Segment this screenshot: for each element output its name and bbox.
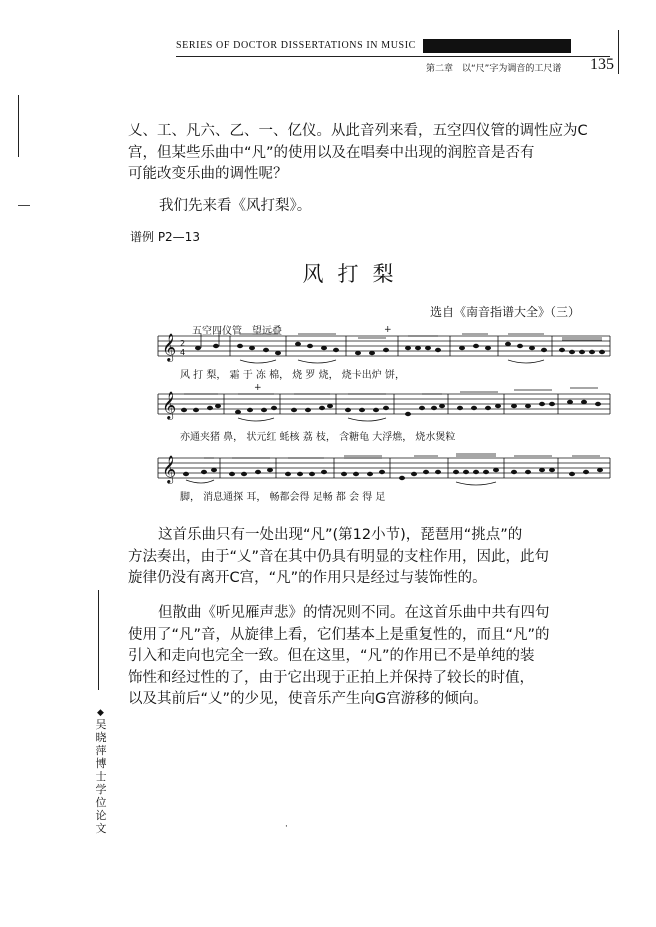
svg-text:𝄞: 𝄞 [162,391,177,419]
text-line: 可能改变乐曲的调性呢？ [128,166,288,182]
scan-mark [18,205,30,206]
scan-dot: · [285,822,288,832]
chapter-heading: 第二章 以“尺”字为调音的工尺谱 [426,64,562,74]
scan-edge-line [98,590,99,690]
paragraph-2 [159,196,639,218]
header-black-bar [423,39,571,53]
paragraph-3 [128,525,608,590]
header-rule [176,56,610,57]
text-line: 使用了“凡”音，从旋律上看，它们基本上是重复性的，而且“凡”的 [128,626,550,643]
scan-edge-line [18,95,19,157]
text-line: 宫，但某些乐曲中“凡”的使用以及在唱奏中出现的润腔音是否有 [128,144,535,161]
svg-text:2: 2 [180,339,186,348]
text-line: 引入和走向也完全一致。但在这里，“凡”的作用已不是单纯的装 [128,648,535,664]
lyrics-line-1: 风 打 梨， 霜 于 冻 棉， 烧 罗 烧， 烧卡出炉 饼， [180,370,405,381]
side-thesis-title: 吴晓萍博士学位论文 [95,718,107,835]
series-title: SERIES OF DOCTOR DISSERTATIONS IN MUSIC [176,40,416,51]
song-title: 风打梨 [302,262,408,286]
text-line: 饰性和经过性的了，由于它出现于正拍上并保持了较长的时值， [128,669,534,686]
diamond-icon: ◆ [97,708,104,718]
svg-text:+: + [384,325,392,335]
page-number: 135 [590,56,614,73]
paragraph-1 [128,121,608,186]
svg-text:𝄞: 𝄞 [162,333,177,361]
text-line: 以及其前后“乂”的少见，使音乐产生向G宫游移的倾向。 [128,691,488,707]
paragraph-4 [128,603,608,711]
svg-text:+: + [254,383,262,393]
song-source: 选自《南音指谱大全》（三） [430,305,581,319]
example-label: 谱例 P2—13 [130,230,200,244]
text-line: 我们先来看《风打梨》。 [159,198,312,214]
lyrics-line-2: 亦通夹猪 鼻， 状元红 蚝核 荔 枝， 含糖龟 大浮燋， 烧水煲粒 [180,432,456,443]
text-line: 但散曲《听见雁声悲》的情况则不同。在这首乐曲中共有四句 [158,605,550,621]
text-line: 旋律仍没有离开C宫，“凡”的作用只是经过与装饰性的。 [128,570,487,586]
lyrics-line-3: 脚， 消息通探 耳， 畅都会得 足畅 都 会 得 足 [180,492,386,503]
mode-label: 五空四仪管 望远叠 [192,326,282,337]
text-line: 方法奏出，由于“乂”音在其中仍具有明显的支柱作用，因此，此句 [128,548,550,565]
text-line: 乂、工、凡六、乙、一、亿仪。从此音列来看，五空四仪管的调性应为C [128,123,588,139]
scan-edge-line [618,30,619,74]
text-line: 这首乐曲只有一处出现“凡”(第12小节)，琵琶用“挑点”的 [158,527,523,543]
svg-text:𝄞: 𝄞 [162,455,177,483]
svg-text:4: 4 [180,348,186,357]
